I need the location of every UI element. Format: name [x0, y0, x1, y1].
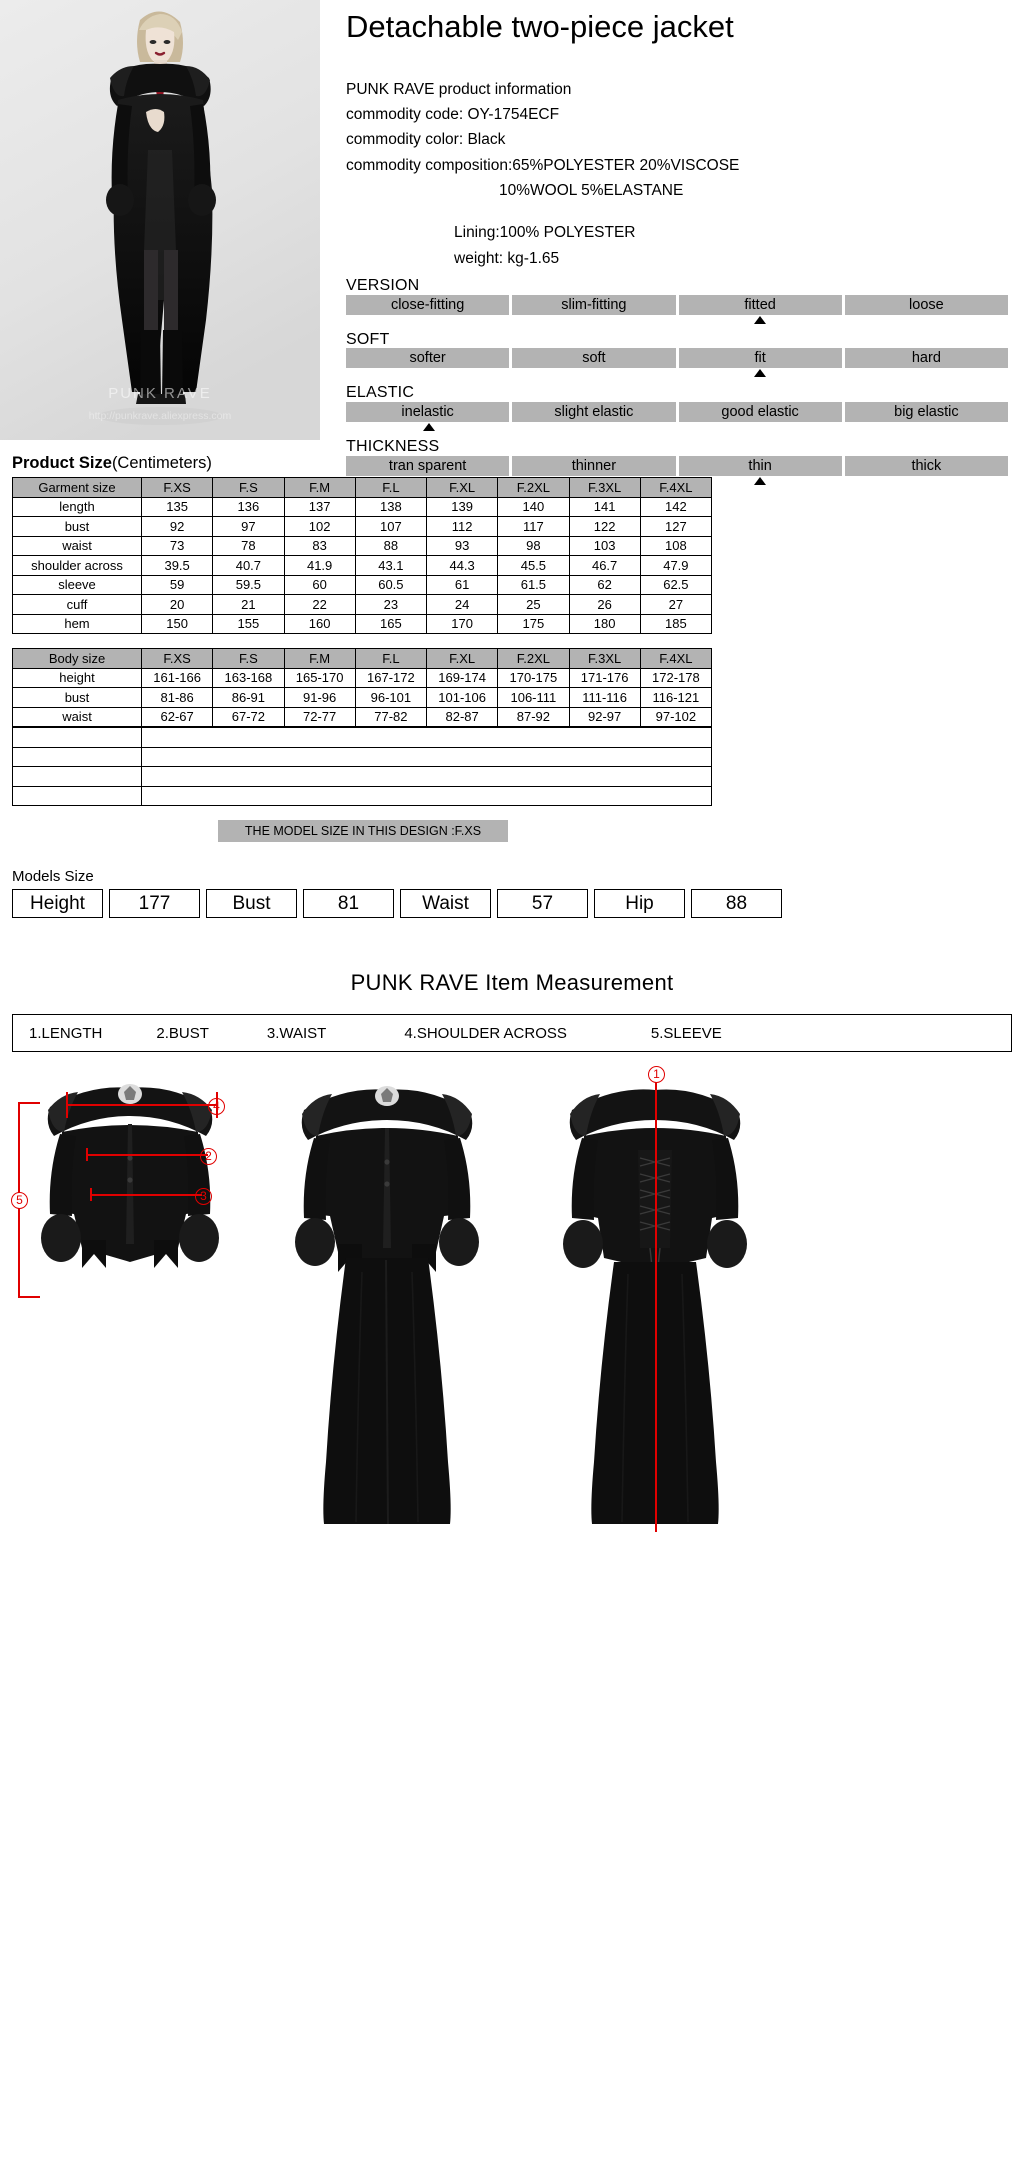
table-row	[13, 517, 712, 537]
table-cell: 155	[213, 614, 284, 634]
annot-tick-bust-left	[86, 1148, 88, 1161]
property-group-elastic	[342, 385, 1024, 433]
table-cell: 103	[569, 536, 640, 556]
table-column-header: F.3XL	[569, 478, 640, 498]
table-cell: 47.9	[640, 556, 711, 576]
table-column-header: F.M	[284, 478, 355, 498]
property-selected-marker	[754, 369, 766, 377]
table-cell: 87-92	[498, 707, 569, 727]
models-size-field-name: Height	[12, 889, 103, 918]
body-size-table	[12, 648, 712, 727]
annot-line-length-vertical	[655, 1082, 657, 1532]
table-column-header: F.XL	[427, 649, 498, 669]
table-cell: 91-96	[284, 688, 355, 708]
table-cell: 112	[427, 517, 498, 537]
models-size-field-name: Hip	[594, 889, 685, 918]
measurement-legend	[12, 1014, 1012, 1052]
models-size-field-value: 177	[109, 889, 200, 918]
table-cell: 169-174	[427, 668, 498, 688]
table-row	[13, 575, 712, 595]
property-label-soft: SOFT	[346, 330, 390, 348]
table-cell: 92	[142, 517, 213, 537]
property-option[interactable]: slim-fitting	[512, 295, 675, 315]
table-cell: 81-86	[142, 688, 213, 708]
blank-cell	[13, 728, 142, 748]
table-cell: 62	[569, 575, 640, 595]
table-cell: 20	[142, 595, 213, 615]
table-cell: 61.5	[498, 575, 569, 595]
table-cell: 140	[498, 497, 569, 517]
annot-line-bust	[86, 1154, 208, 1156]
table-cell: 161-166	[142, 668, 213, 688]
table-column-header: F.L	[355, 649, 426, 669]
table-column-header: F.S	[213, 649, 284, 669]
table-cell: 122	[569, 517, 640, 537]
view3-annotations	[530, 1062, 780, 1542]
annot-number-2: 2	[200, 1148, 217, 1165]
product-info-panel	[320, 0, 1024, 474]
table-cell: 170	[427, 614, 498, 634]
blank-cell	[13, 767, 142, 787]
commodity-composition: commodity composition:65%POLYESTER 20%VISCOSE	[346, 156, 740, 174]
photo-watermark-url: http://punkrave.aliexpress.com	[88, 410, 232, 422]
table-cell: 185	[640, 614, 711, 634]
blank-table-row	[13, 767, 712, 787]
property-options-soft	[346, 348, 1008, 368]
lining-weight-lines	[342, 220, 1024, 272]
table-cell: 72-77	[284, 707, 355, 727]
table-corner-label: Garment size	[13, 478, 142, 498]
property-label-elastic: ELASTIC	[346, 384, 415, 402]
table-cell: 136	[213, 497, 284, 517]
table-cell: 141	[569, 497, 640, 517]
table-cell: 172-178	[640, 668, 711, 688]
property-group-soft	[342, 332, 1024, 380]
table-cell: 93	[427, 536, 498, 556]
legend-item-sleeve: 5.SLEEVE	[650, 1024, 722, 1042]
annot-line-waist	[90, 1194, 202, 1196]
table-row	[13, 536, 712, 556]
table-cell: 40.7	[213, 556, 284, 576]
table-column-header: F.3XL	[569, 649, 640, 669]
table-cell: 77-82	[355, 707, 426, 727]
models-size-field-value: 81	[303, 889, 394, 918]
annot-line-shoulder	[66, 1104, 218, 1106]
property-option[interactable]: fit	[679, 348, 842, 368]
table-cell: 175	[498, 614, 569, 634]
table-column-header: F.4XL	[640, 649, 711, 669]
property-group-thickness	[342, 439, 1024, 487]
property-options-thickness	[346, 456, 1008, 476]
legend-item-shoulder-across: 4.SHOULDER ACROSS	[404, 1024, 567, 1042]
table-row	[13, 668, 712, 688]
table-cell: 78	[213, 536, 284, 556]
table-column-header: F.M	[284, 649, 355, 669]
table-row-label: shoulder across	[13, 556, 142, 576]
table-row-label: height	[13, 668, 142, 688]
property-option[interactable]: slight elastic	[512, 402, 675, 422]
table-cell: 108	[640, 536, 711, 556]
property-option[interactable]: softer	[346, 348, 509, 368]
table-row-label: bust	[13, 688, 142, 708]
table-cell: 24	[427, 595, 498, 615]
table-cell: 137	[284, 497, 355, 517]
property-option[interactable]: thin	[679, 456, 842, 476]
table-cell: 107	[355, 517, 426, 537]
property-option[interactable]: loose	[845, 295, 1008, 315]
table-cell: 163-168	[213, 668, 284, 688]
property-option[interactable]: good elastic	[679, 402, 842, 422]
table-cell: 92-97	[569, 707, 640, 727]
table-row-label: length	[13, 497, 142, 517]
garment-view-long-coat	[262, 1062, 512, 1542]
model-photo	[0, 0, 320, 440]
blank-table-row	[13, 747, 712, 767]
table-row-label: waist	[13, 536, 142, 556]
table-cell: 165	[355, 614, 426, 634]
table-cell: 102	[284, 517, 355, 537]
annot-number-3: 3	[195, 1188, 212, 1205]
legend-item-bust: 2.BUST	[156, 1024, 209, 1042]
property-marker-row	[346, 368, 1008, 379]
model-size-banner: THE MODEL SIZE IN THIS DESIGN :F.XS	[218, 820, 508, 842]
property-group-version	[342, 278, 1024, 326]
table-cell: 97-102	[640, 707, 711, 727]
annot-tick-shoulder-left	[66, 1092, 68, 1118]
table-cell: 44.3	[427, 556, 498, 576]
blank-cell	[142, 786, 712, 806]
table-row-label: sleeve	[13, 575, 142, 595]
table-cell: 61	[427, 575, 498, 595]
table-cell: 62-67	[142, 707, 213, 727]
table-cell: 22	[284, 595, 355, 615]
blank-cell	[13, 747, 142, 767]
table-column-header: F.L	[355, 478, 426, 498]
table-column-header: F.XS	[142, 478, 213, 498]
legend-item-length: 1.LENGTH	[29, 1024, 103, 1042]
blank-table-row	[13, 728, 712, 748]
table-cell: 59	[142, 575, 213, 595]
table-header-row	[13, 649, 712, 669]
table-cell: 98	[498, 536, 569, 556]
blank-cell	[13, 786, 142, 806]
property-marker-row	[346, 476, 1008, 487]
property-selected-marker	[754, 477, 766, 485]
table-corner-label: Body size	[13, 649, 142, 669]
property-options-elastic	[346, 402, 1008, 422]
table-row	[13, 688, 712, 708]
table-cell: 43.1	[355, 556, 426, 576]
property-bars	[342, 278, 1024, 487]
models-size-table	[6, 889, 788, 918]
blank-table-row	[13, 786, 712, 806]
property-option[interactable]: soft	[512, 348, 675, 368]
table-cell: 62.5	[640, 575, 711, 595]
table-cell: 97	[213, 517, 284, 537]
table-row-label: hem	[13, 614, 142, 634]
table-cell: 60.5	[355, 575, 426, 595]
annot-tick-sleeve-top	[18, 1102, 40, 1104]
table-cell: 60	[284, 575, 355, 595]
model-photo-illustration	[0, 0, 320, 440]
table-cell: 86-91	[213, 688, 284, 708]
annot-number-1: 1	[648, 1066, 665, 1083]
table-cell: 23	[355, 595, 426, 615]
table-cell: 41.9	[284, 556, 355, 576]
property-option[interactable]: thick	[845, 456, 1008, 476]
table-column-header: F.XL	[427, 478, 498, 498]
annot-number-5: 5	[11, 1192, 28, 1209]
property-selected-marker	[754, 316, 766, 324]
commodity-composition-line2: 10%WOOL 5%ELASTANE	[499, 181, 684, 199]
table-cell: 180	[569, 614, 640, 634]
table-column-header: F.S	[213, 478, 284, 498]
table-row	[13, 556, 712, 576]
table-cell: 73	[142, 536, 213, 556]
table-row	[13, 497, 712, 517]
annot-tick-sleeve-bottom	[18, 1296, 40, 1298]
property-option[interactable]: hard	[845, 348, 1008, 368]
table-cell: 160	[284, 614, 355, 634]
property-selected-marker	[423, 423, 435, 431]
models-size-field-value: 57	[497, 889, 588, 918]
table-cell: 116-121	[640, 688, 711, 708]
blank-cell	[142, 767, 712, 787]
commodity-color: commodity color: Black	[346, 131, 506, 149]
models-size-row	[12, 889, 782, 918]
table-row-label: waist	[13, 707, 142, 727]
table-column-header: F.2XL	[498, 478, 569, 498]
product-size-table	[12, 477, 712, 634]
table-column-header: F.2XL	[498, 649, 569, 669]
body-size-blank-rows	[12, 727, 712, 806]
table-cell: 26	[569, 595, 640, 615]
table-cell: 138	[355, 497, 426, 517]
property-option[interactable]: close-fitting	[346, 295, 509, 315]
table-cell: 59.5	[213, 575, 284, 595]
table-cell: 170-175	[498, 668, 569, 688]
page-title: Detachable two-piece jacket	[346, 9, 734, 44]
table-cell: 167-172	[355, 668, 426, 688]
table-cell: 39.5	[142, 556, 213, 576]
table-cell: 139	[427, 497, 498, 517]
garment-measurement-diagrams	[0, 1062, 1024, 1622]
table-cell: 27	[640, 595, 711, 615]
table-cell: 67-72	[213, 707, 284, 727]
table-cell: 83	[284, 536, 355, 556]
blank-cell	[142, 728, 712, 748]
commodity-code: commodity code: OY-1754ECF	[346, 106, 560, 124]
property-option[interactable]: thinner	[512, 456, 675, 476]
blank-cell	[142, 747, 712, 767]
table-row-label: bust	[13, 517, 142, 537]
table-cell: 46.7	[569, 556, 640, 576]
table-row	[13, 707, 712, 727]
property-marker-row	[346, 315, 1008, 326]
table-cell: 25	[498, 595, 569, 615]
annot-tick-waist-left	[90, 1188, 92, 1201]
product-info-lines	[342, 77, 1024, 203]
table-row	[13, 614, 712, 634]
property-label-thickness: THICKNESS	[346, 438, 440, 456]
property-option[interactable]: fitted	[679, 295, 842, 315]
table-cell: 165-170	[284, 668, 355, 688]
property-option[interactable]: tran sparent	[346, 456, 509, 476]
property-option[interactable]: inelastic	[346, 402, 509, 422]
table-cell: 117	[498, 517, 569, 537]
table-column-header: F.XS	[142, 649, 213, 669]
table-row-label: cuff	[13, 595, 142, 615]
product-size-heading-unit: (Centimeters)	[111, 454, 212, 472]
table-cell: 142	[640, 497, 711, 517]
table-cell: 88	[355, 536, 426, 556]
photo-watermark-brand: PUNK RAVE	[108, 385, 212, 402]
table-column-header: F.4XL	[640, 478, 711, 498]
table-row	[13, 595, 712, 615]
property-option[interactable]: big elastic	[845, 402, 1008, 422]
annot-number-4: 4	[208, 1098, 225, 1115]
table-cell: 101-106	[427, 688, 498, 708]
weight-line: weight: kg-1.65	[454, 249, 560, 267]
table-cell: 96-101	[355, 688, 426, 708]
table-cell: 171-176	[569, 668, 640, 688]
table-cell: 111-116	[569, 688, 640, 708]
legend-item-waist: 3.WAIST	[266, 1024, 327, 1042]
table-cell: 127	[640, 517, 711, 537]
models-size-label: Models Size	[12, 868, 94, 885]
product-size-heading-text: Product Size	[12, 454, 112, 472]
models-size-field-name: Waist	[400, 889, 491, 918]
table-cell: 82-87	[427, 707, 498, 727]
table-cell: 45.5	[498, 556, 569, 576]
brand-line: PUNK RAVE product information	[346, 81, 572, 99]
view1-annotations	[10, 1062, 250, 1362]
lining-line: Lining:100% POLYESTER	[454, 223, 636, 241]
property-label-version: VERSION	[346, 276, 420, 294]
table-cell: 135	[142, 497, 213, 517]
table-cell: 21	[213, 595, 284, 615]
table-cell: 150	[142, 614, 213, 634]
table-cell: 106-111	[498, 688, 569, 708]
measurement-title: PUNK RAVE Item Measurement	[350, 970, 674, 995]
property-marker-row	[346, 422, 1008, 433]
models-size-field-value: 88	[691, 889, 782, 918]
models-size-field-name: Bust	[206, 889, 297, 918]
property-options-version	[346, 295, 1008, 315]
